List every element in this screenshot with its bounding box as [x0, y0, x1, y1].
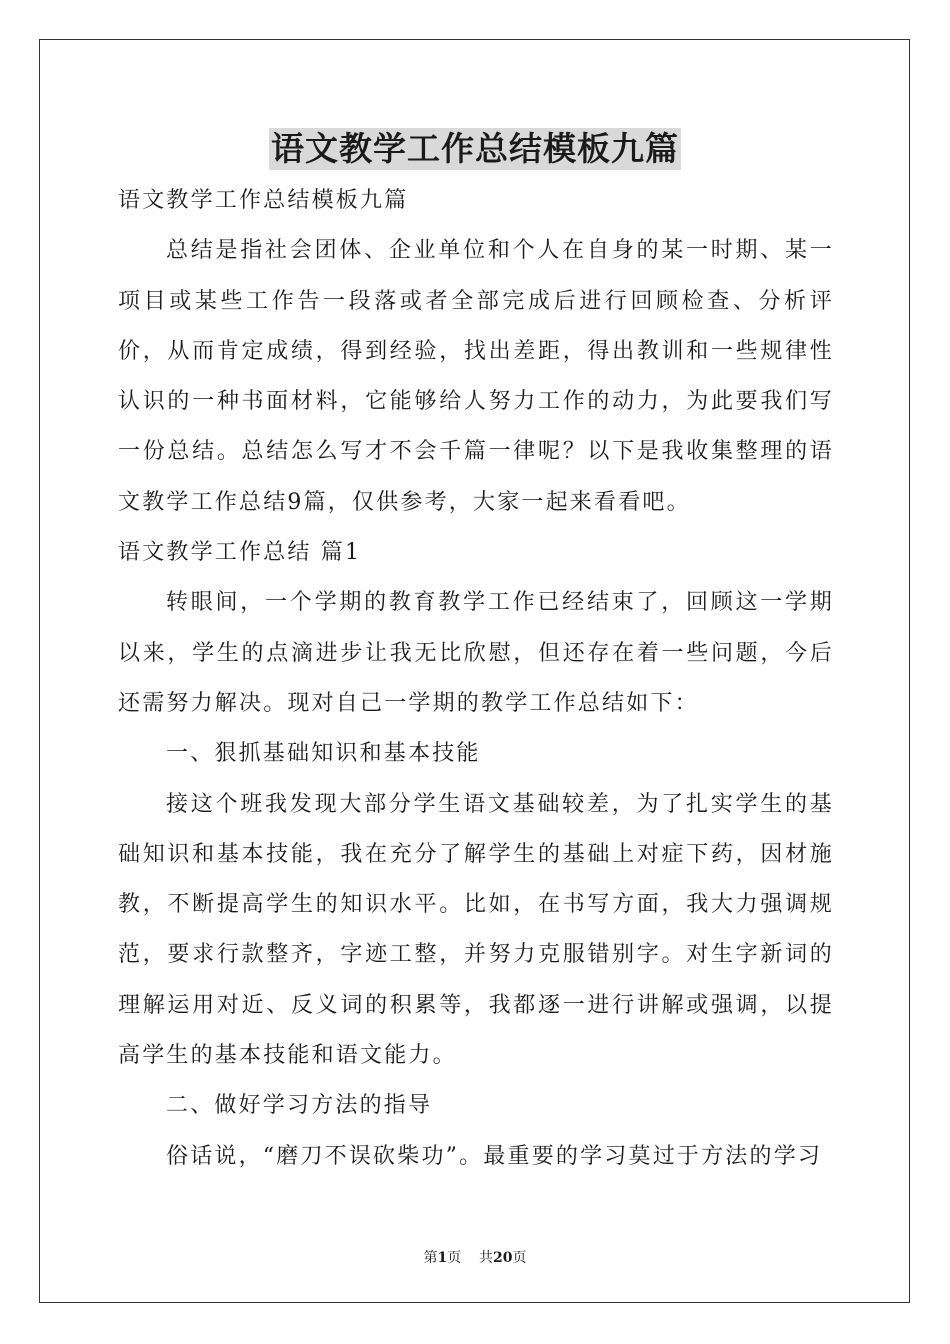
subtitle-paragraph: 语文教学工作总结模板九篇	[118, 188, 409, 213]
document-body	[118, 176, 834, 1182]
document-title: 语文教学工作总结模板九篇	[271, 129, 679, 168]
page-label-mid: 页 共	[447, 1250, 494, 1266]
page-label-prefix: 第	[423, 1250, 438, 1266]
title-container	[0, 128, 950, 170]
subheading-paragraph: 一、狠抓基础知识和基本技能	[166, 741, 481, 767]
page-label-suffix: 页	[512, 1250, 527, 1266]
subheading-paragraph: 二、做好学习方法的指导	[166, 1093, 433, 1119]
intro-paragraph: 总结是指社会团体、企业单位和个人在自身的某一时期、某一项目或某些工作告一段落或者全部完成后进行回顾检查、分析评价，从而肯定成绩，得到经验，找出差距，得出教训和一些规律性认识的一种书面材料，它能够给人努力工作的动力，为此要我们写一份总结。总结怎么写才不会千篇一律呢？以下是我收集整理的语文教学工作总结9篇，仅供参考，大家一起来看看吧。	[118, 238, 834, 515]
total-pages-number: 20	[493, 1250, 513, 1266]
page-footer	[0, 1247, 950, 1267]
body-paragraph: 接这个班我发现大部分学生语文基础较差，为了扎实学生的基础知识和基本技能，我在充分了解学生的基础上对症下药，因材施教，不断提高学生的知识水平。比如，在书写方面，我大力强调规范，要求行款整齐，字迹工整，并努力克服错别字。对生字新词的理解运用对近、反义词的积累等，我都逐一进行讲解或强调，以提高学生的基本技能和语文能力。	[118, 791, 834, 1069]
current-page-number: 1	[437, 1250, 448, 1266]
body-paragraph: 转眼间，一个学期的教育教学工作已经结束了，回顾这一学期以来，学生的点滴进步让我无比欣慰，但还存在着一些问题，今后还需努力解决。现对自己一学期的教学工作总结如下：	[118, 590, 834, 716]
section-heading: 语文教学工作总结 篇1	[118, 540, 362, 566]
body-paragraph: 俗话说，“磨刀不误砍柴功”。最重要的学习莫过于方法的学习	[166, 1143, 823, 1169]
